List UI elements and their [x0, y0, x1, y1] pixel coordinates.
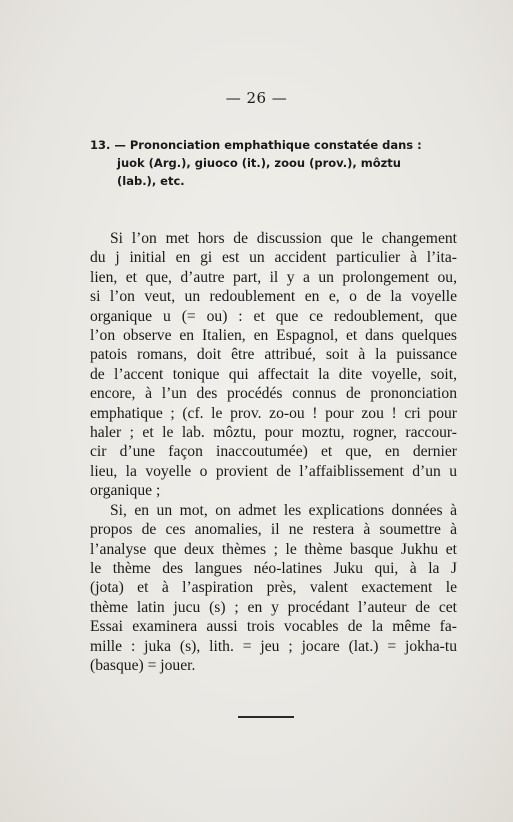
closing-rule — [238, 716, 294, 718]
body-line: lien, et que, d’autre part, il y a un prolongement ou, — [90, 268, 457, 286]
body-line: organique u (= ou) : et que ce redoublement, que — [90, 307, 457, 325]
body-line: propos de ces anomalies, il ne restera à soumettre à — [90, 521, 457, 539]
body-line: l’analyse que deux thèmes ; le thème basque Jukhu et — [90, 540, 457, 558]
body-line: cir d’une façon inaccoutumée) et que, en dernier — [90, 443, 457, 461]
body-line: du j initial en gi est un accident particulier à l’ita- — [90, 249, 457, 267]
body-line: si l’on veut, un redoublement en e, o de la voyelle — [90, 288, 457, 306]
body-line: (basque) = jouer. — [90, 656, 196, 674]
page-number: — 26 — — [225, 89, 288, 107]
body-line: organique ; — [90, 482, 161, 500]
body-line: emphatique ; (cf. le prov. zo-ou ! pour zou ! cri pour — [90, 404, 457, 422]
body-line: Si l’on met hors de discussion que le changement — [110, 230, 457, 247]
body-line: haler ; et le lab. môztu, pour moztu, rogner, raccour- — [90, 424, 457, 442]
section-heading-line-2: juok (Arg.), giuoco (it.), zoou (prov.), môztu — [117, 156, 401, 170]
body-line: (jota) et à l’aspiration près, valent exactement le — [90, 579, 457, 597]
body-line: lieu, la voyelle o provient de l’affaiblissement d’un u — [90, 462, 457, 480]
body-line: patois romans, doit être attribué, soit à la puissance — [90, 346, 457, 364]
section-heading-line-3: (lab.), etc. — [117, 174, 185, 188]
body-line: l’on observe en Italien, en Espagnol, et dans quelques — [90, 327, 457, 345]
section-heading — [90, 136, 460, 190]
body-text — [90, 229, 457, 675]
body-line: mille : juka (s), lith. = jeu ; jocare (lat.) = jokha-tu — [90, 637, 457, 655]
section-heading-line-1: 13. — Prononciation emphathique constatée dans : — [90, 138, 422, 152]
body-line: encore, à l’un des procédés connus de prononciation — [90, 385, 457, 403]
body-line: Si, en un mot, on admet les explications données à — [110, 501, 457, 519]
body-line: thème latin jucu (s) ; en y procédant l’auteur de cet — [90, 598, 457, 616]
body-line: le thème des langues néo-latines Juku qui, à la J — [90, 559, 457, 577]
body-line: de l’accent tonique qui affectait la dite voyelle, soit, — [90, 365, 457, 383]
body-line: Essai examinera aussi trois vocables de la même fa- — [90, 618, 457, 636]
